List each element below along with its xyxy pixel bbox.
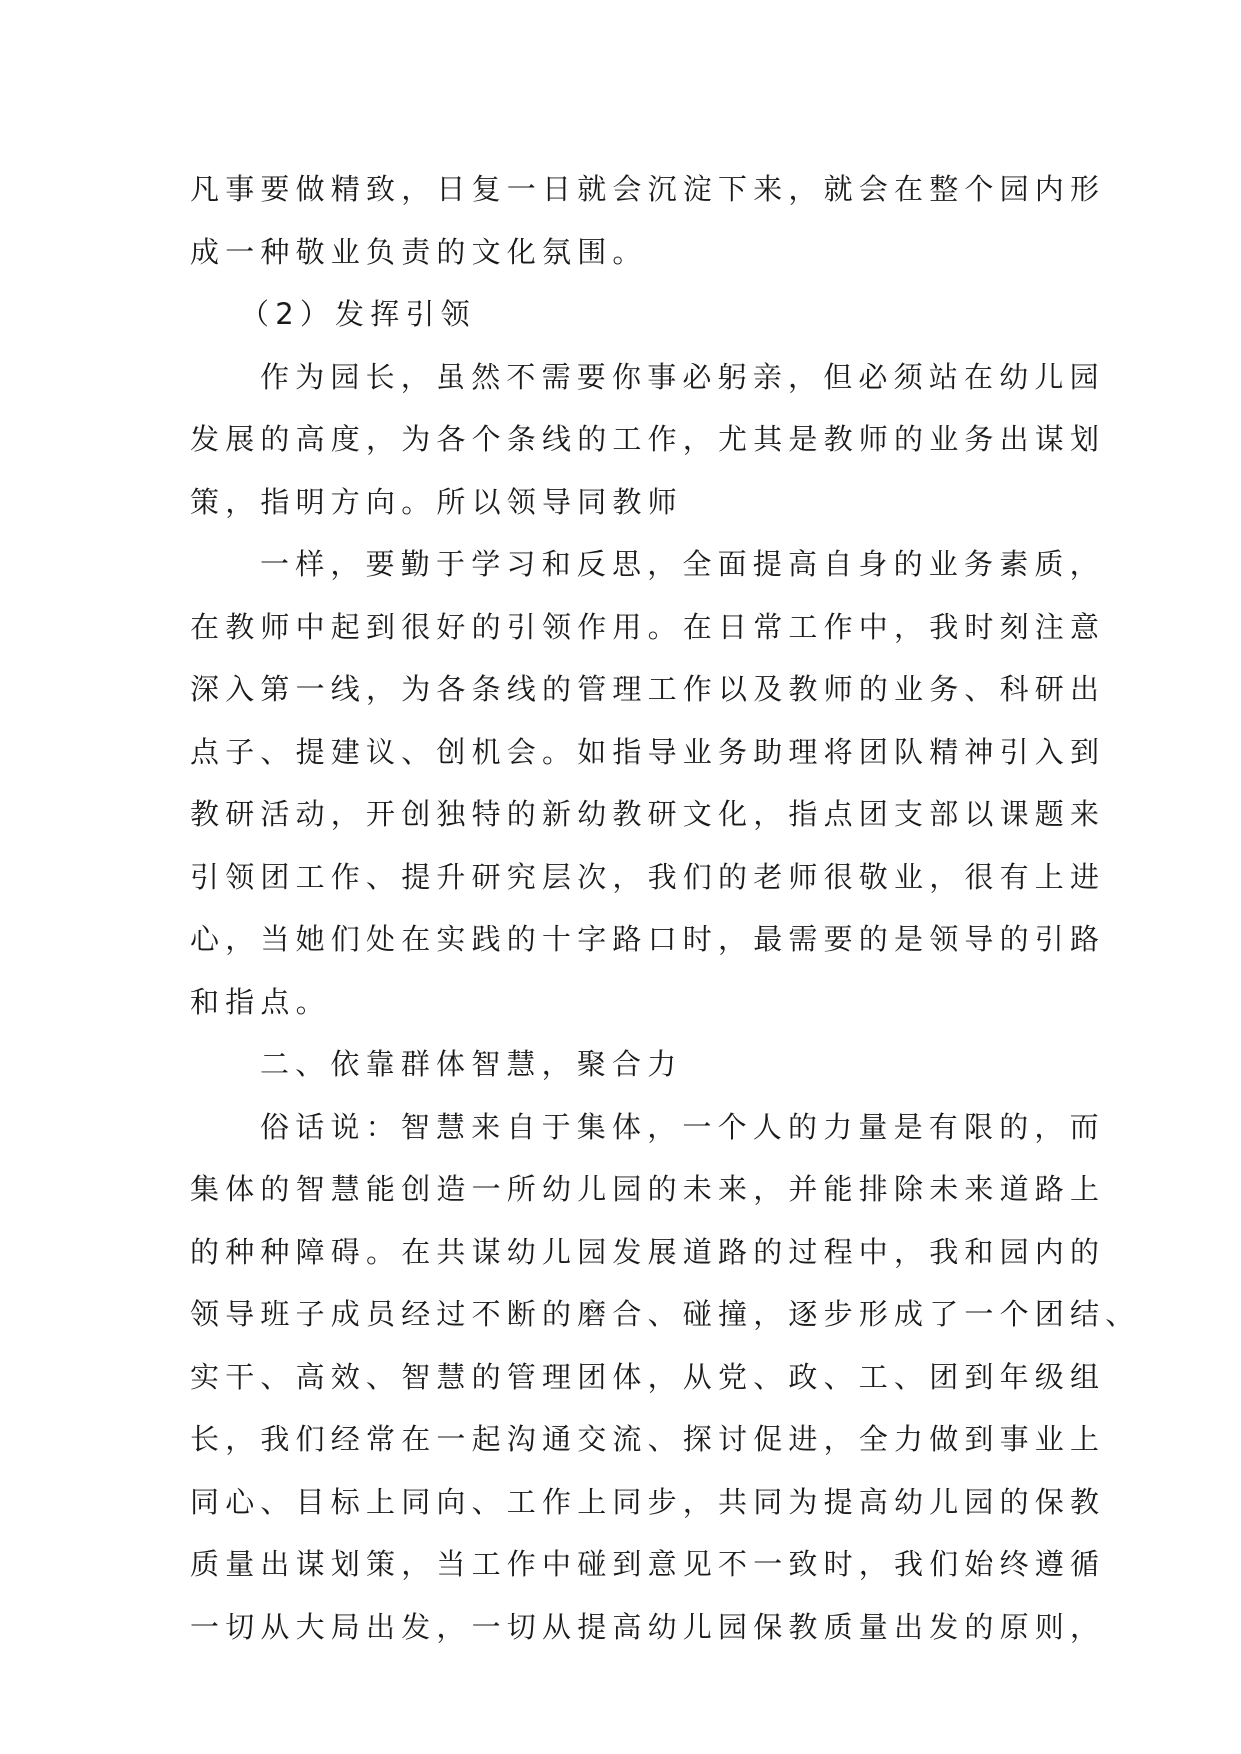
paragraph-line: 发展的高度，为各个条线的工作，尤其是教师的业务出谋划 bbox=[190, 422, 1106, 456]
document-body bbox=[190, 158, 1141, 1658]
paragraph-line: 集体的智慧能创造一所幼儿园的未来，并能排除未来道路上 bbox=[190, 1172, 1106, 1206]
paragraph-line: 在教师中起到很好的引领作用。在日常工作中，我时刻注意 bbox=[190, 609, 1106, 644]
paragraph-line: 质量出谋划策，当工作中碰到意见不一致时，我们始终遵循 bbox=[190, 1547, 1106, 1581]
paragraph-line: 长，我们经常在一起沟通交流、探讨促进，全力做到事业上 bbox=[190, 1422, 1106, 1456]
paragraph-line: 一样，要勤于学习和反思，全面提高自身的业务素质， bbox=[260, 547, 1105, 581]
paragraph-line: 和指点。 bbox=[190, 984, 331, 1019]
paragraph-line: 教研活动，开创独特的新幼教研文化，指点团支部以课题来 bbox=[190, 797, 1106, 831]
paragraph-line: 成一种敬业负责的文化氛围。 bbox=[190, 234, 648, 269]
paragraph-line: 的种种障碍。在共谋幼儿园发展道路的过程中，我和园内的 bbox=[190, 1234, 1106, 1269]
paragraph-line: 凡事要做精致，日复一日就会沉淀下来，就会在整个园内形 bbox=[190, 172, 1106, 206]
paragraph-line: 点子、提建议、创机会。如指导业务助理将团队精神引入到 bbox=[190, 734, 1106, 769]
paragraph-line: 策，指明方向。所以领导同教师 bbox=[190, 484, 683, 519]
paragraph-line: 深入第一线，为各条线的管理工作以及教师的业务、科研出 bbox=[190, 672, 1106, 706]
section-heading: （2）发挥引领 bbox=[240, 297, 476, 331]
paragraph-line: 一切从大局出发，一切从提高幼儿园保教质量出发的原则， bbox=[190, 1609, 1106, 1644]
paragraph-line: 引领团工作、提升研究层次，我们的老师很敬业，很有上进 bbox=[190, 859, 1106, 894]
paragraph-line: 同心、目标上同向、工作上同步，共同为提高幼儿园的保教 bbox=[190, 1484, 1106, 1519]
paragraph-line: 实干、高效、智慧的管理团体，从党、政、工、团到年级组 bbox=[190, 1359, 1106, 1394]
section-heading: 二、依靠群体智慧，聚合力 bbox=[260, 1047, 683, 1081]
paragraph-line: 心，当她们处在实践的十字路口时，最需要的是领导的引路 bbox=[190, 922, 1106, 956]
paragraph-line: 作为园长，虽然不需要你事必躬亲，但必须站在幼儿园 bbox=[260, 359, 1105, 394]
paragraph-line: 领导班子成员经过不断的磨合、碰撞，逐步形成了一个团结、 bbox=[190, 1297, 1141, 1331]
paragraph-line: 俗话说：智慧来自于集体，一个人的力量是有限的，而 bbox=[260, 1109, 1105, 1144]
